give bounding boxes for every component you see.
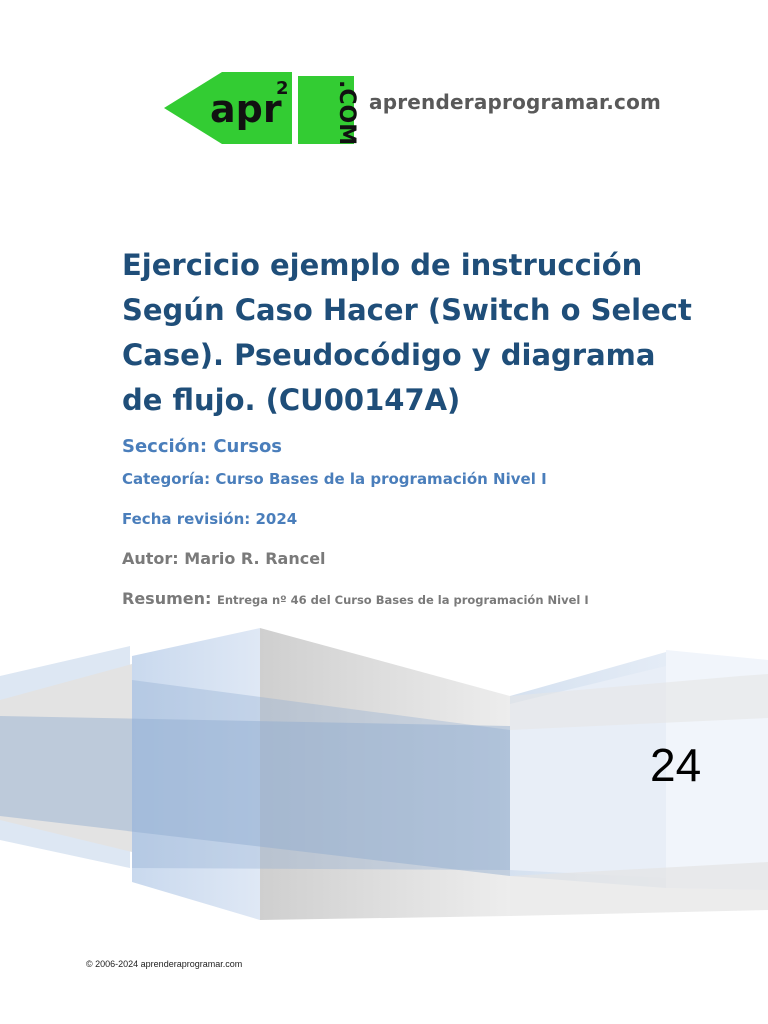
title-line: de flujo. (CU00147A) <box>122 383 461 417</box>
summary-text: Entrega nº 46 del Curso Bases de la programación Nivel I <box>216 593 589 607</box>
author: Autor: Mario R. Rancel <box>122 549 326 568</box>
title-line: Según Caso Hacer (Switch o Select <box>122 293 692 327</box>
logo-text: apr <box>210 87 282 131</box>
title-line: Ejercicio ejemplo de instrucción <box>122 248 643 282</box>
site-name: aprenderaprogramar.com <box>369 90 662 114</box>
section-label: Sección: Cursos <box>122 436 283 457</box>
title-line: Case). Pseudocódigo y diagrama <box>122 338 656 372</box>
review-date: Fecha revisión: 2024 <box>122 510 298 528</box>
page-number: 24 <box>650 739 702 791</box>
footer-copyright: © 2006-2024 aprenderaprogramar.com <box>86 959 243 969</box>
summary <box>122 589 589 608</box>
site-logo <box>164 70 359 148</box>
document-title <box>122 243 692 423</box>
summary-label: Resumen: <box>122 589 212 608</box>
logo-superscript: 2 <box>276 78 289 99</box>
category-label: Categoría: Curso Bases de la programación Nivel I <box>122 470 547 488</box>
logo-com-text: .COM <box>334 80 359 146</box>
